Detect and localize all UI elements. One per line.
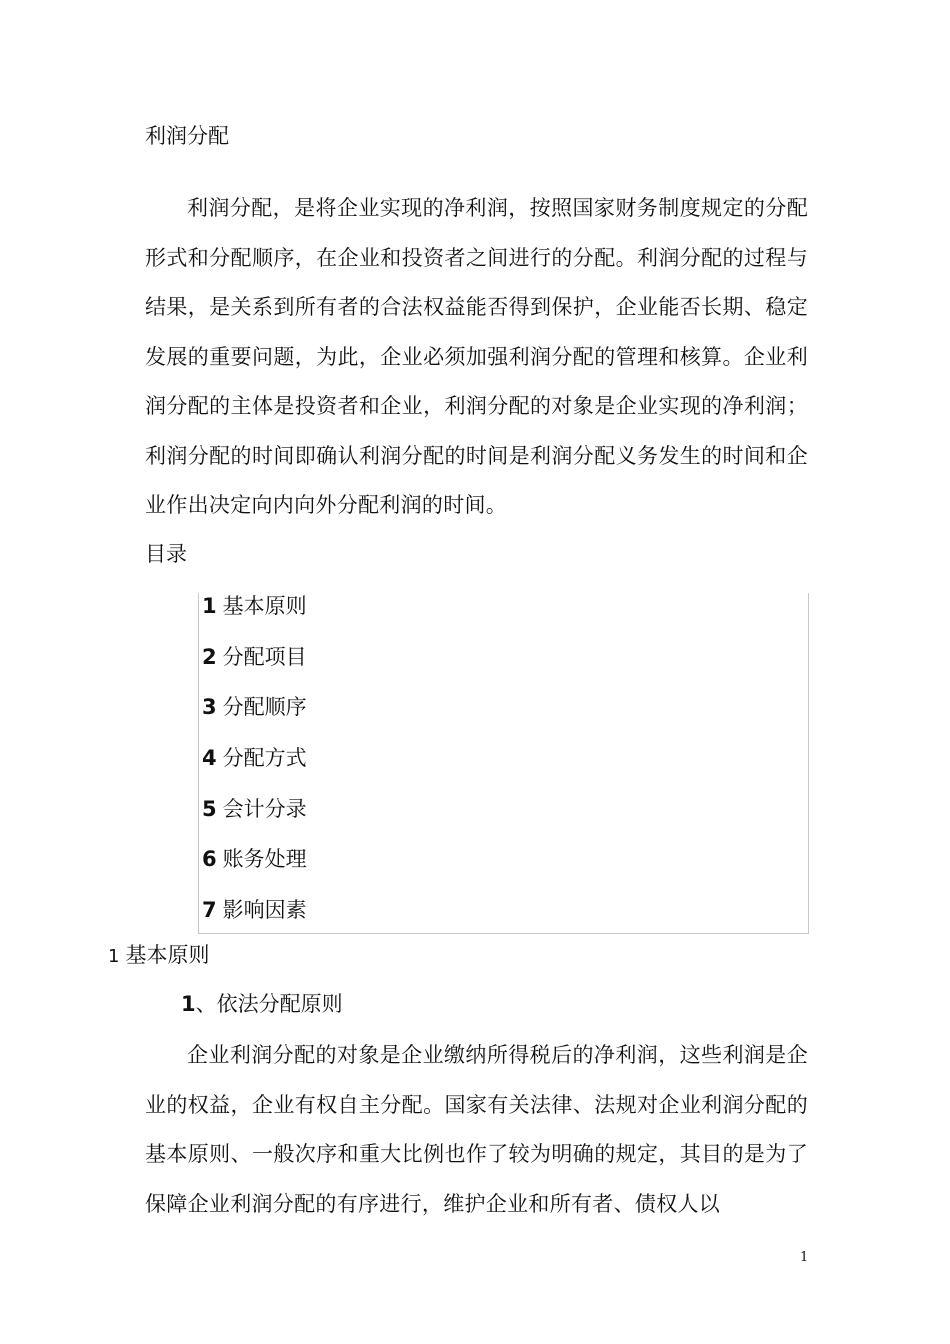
toc-item-label: 会计分录	[222, 796, 307, 821]
toc-item-label: 分配项目	[222, 644, 307, 669]
toc-item-label: 影响因素	[222, 898, 307, 923]
toc-item-number: 6	[202, 847, 217, 872]
toc-item-basic-principles[interactable]	[199, 593, 808, 644]
toc-item-distribution-methods[interactable]	[199, 745, 808, 796]
page-title: 利润分配	[145, 124, 229, 148]
toc-item-label: 分配方式	[222, 746, 307, 771]
toc-item-label: 账务处理	[222, 847, 307, 872]
toc-item-number: 4	[202, 746, 217, 771]
toc-item-bookkeeping[interactable]	[199, 846, 808, 897]
toc-item-label: 基本原则	[222, 594, 307, 618]
toc-item-number: 3	[202, 695, 217, 720]
toc-item-number: 7	[202, 898, 217, 923]
toc-item-number: 2	[202, 644, 217, 669]
subsection-title: 、依法分配原则	[195, 992, 343, 1016]
subsection-number: 1	[181, 992, 196, 1016]
toc-item-number: 1	[202, 594, 217, 618]
subsection-heading	[181, 987, 343, 1021]
toc-list	[199, 593, 808, 948]
page-number: 1	[800, 1250, 809, 1265]
toc-item-influencing-factors[interactable]	[199, 897, 808, 948]
section-heading	[108, 938, 209, 974]
toc-item-number: 5	[202, 796, 217, 821]
toc-item-label: 分配顺序	[222, 695, 307, 720]
section-title: 基本原则	[125, 943, 210, 967]
section-body-paragraph: 企业利润分配的对象是企业缴纳所得税后的净利润，这些利润是企业的权益，企业有权自主分配。国家有关法律、法规对企业利润分配的基本原则、一般次序和重大比例也作了较为明确的规定，其目的是为了保障企业利润分配的有序进行，维护企业和所有者、债权人以	[145, 1043, 808, 1216]
toc-item-accounting-entries[interactable]	[199, 796, 808, 847]
intro-paragraph: 利润分配，是将企业实现的净利润，按照国家财务制度规定的分配形式和分配顺序，在企业和投资者之间进行的分配。利润分配的过程与结果，是关系到所有者的合法权益能否得到保护，企业能否长期、稳定发展的重要问题，为此，企业必须加强利润分配的管理和核算。企业利润分配的主体是投资者和企业，利润分配的对象是企业实现的净利润；利润分配的时间即确认利润分配的时间是利润分配义务发生的时间和企业作出决定向内向外分配利润的时间。	[145, 196, 808, 517]
toc-title: 目录	[145, 542, 187, 566]
toc-item-distribution-order[interactable]	[199, 694, 808, 745]
toc-item-distribution-items[interactable]	[199, 644, 808, 695]
table-of-contents	[198, 593, 809, 934]
section-number: 1	[108, 946, 120, 967]
